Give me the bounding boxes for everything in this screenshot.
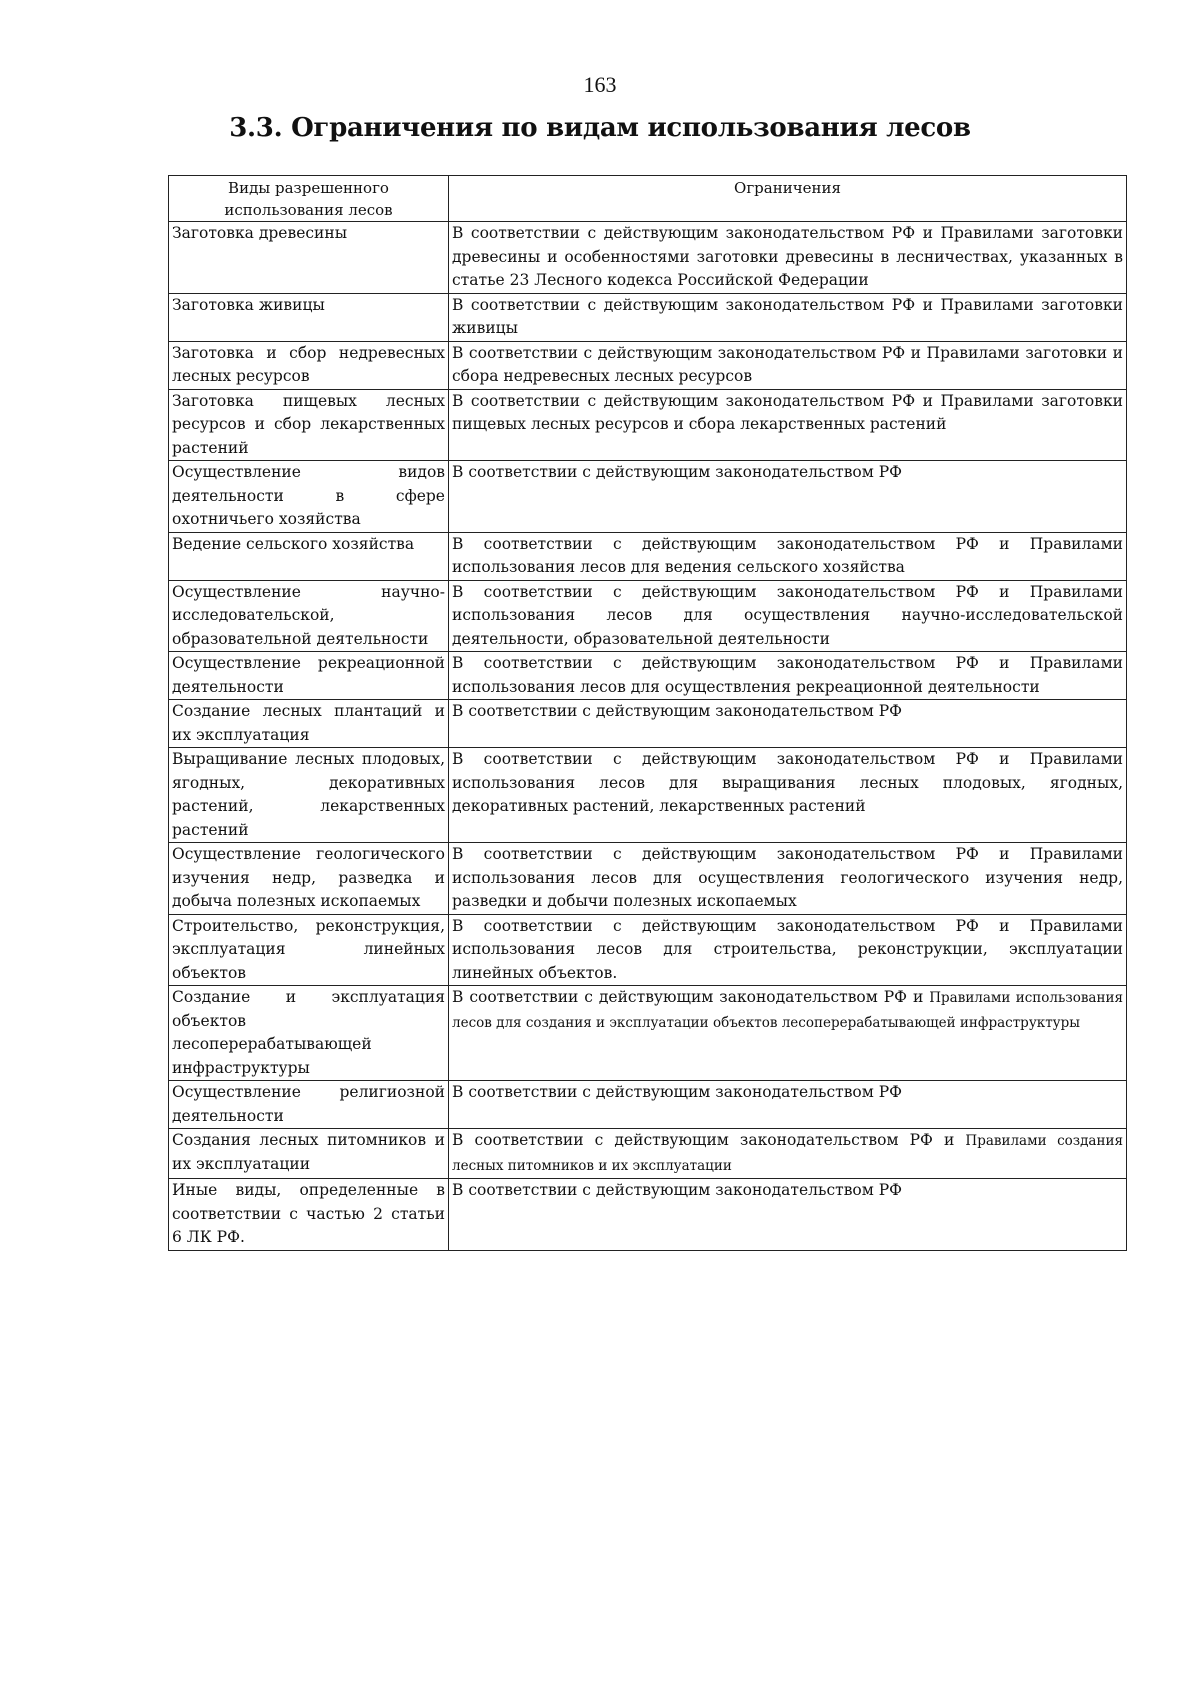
restriction-cell: В соответствии с действующим законодательством РФ и Правилами использования лесов для осуществления геологического изучения недр, разведки и добычи полезных ископаемых bbox=[449, 843, 1127, 915]
table-row bbox=[169, 580, 1127, 652]
table-row bbox=[169, 1081, 1127, 1129]
table-row bbox=[169, 700, 1127, 748]
use-type-cell: Заготовка древесины bbox=[169, 222, 449, 294]
restriction-text-small: Правилами использования лесов для создания и эксплуатации объектов лесоперерабатывающей инфраструктуры bbox=[452, 990, 1123, 1031]
column-header-use-type: Виды разрешенного использования лесов bbox=[169, 176, 449, 222]
table-row bbox=[169, 1129, 1127, 1179]
table-row bbox=[169, 748, 1127, 843]
use-type-cell: Создание и эксплуатация объектов лесоперерабатывающей инфраструктуры bbox=[169, 986, 449, 1081]
table-row bbox=[169, 341, 1127, 389]
use-type-cell: Осуществление геологического изучения недр, разведка и добыча полезных ископаемых bbox=[169, 843, 449, 915]
use-type-cell: Создание лесных плантаций и их эксплуатация bbox=[169, 700, 449, 748]
use-type-cell: Осуществление религиозной деятельности bbox=[169, 1081, 449, 1129]
restriction-cell bbox=[449, 986, 1127, 1081]
page-title: 3.3. Ограничения по видам использования лесов bbox=[229, 113, 971, 143]
restriction-cell: В соответствии с действующим законодательством РФ и Правилами заготовки пищевых лесных ресурсов и сбора лекарственных растений bbox=[449, 389, 1127, 461]
table-row bbox=[169, 843, 1127, 915]
table-row bbox=[169, 1179, 1127, 1251]
restriction-text: В соответствии с действующим законодательством РФ и bbox=[452, 988, 924, 1006]
restriction-cell: В соответствии с действующим законодательством РФ и Правилами заготовки живицы bbox=[449, 293, 1127, 341]
use-type-cell: Осуществление научно-исследовательской, образовательной деятельности bbox=[169, 580, 449, 652]
use-type-cell: Осуществление видов деятельности в сфере охотничьего хозяйства bbox=[169, 461, 449, 533]
column-header-restrictions: Ограничения bbox=[449, 176, 1127, 222]
restriction-cell: В соответствии с действующим законодательством РФ и Правилами использования лесов для осуществления научно-исследовательской деятельности, образовательной деятельности bbox=[449, 580, 1127, 652]
restrictions-table bbox=[168, 175, 1127, 1251]
use-type-cell: Заготовка пищевых лесных ресурсов и сбор лекарственных растений bbox=[169, 389, 449, 461]
use-type-cell: Заготовка и сбор недревесных лесных ресурсов bbox=[169, 341, 449, 389]
use-type-cell: Заготовка живицы bbox=[169, 293, 449, 341]
use-type-cell: Выращивание лесных плодовых, ягодных, декоративных растений, лекарственных растений bbox=[169, 748, 449, 843]
table-row bbox=[169, 461, 1127, 533]
restriction-cell: В соответствии с действующим законодательством РФ и Правилами использования лесов для ведения сельского хозяйства bbox=[449, 532, 1127, 580]
use-type-cell: Создания лесных питомников и их эксплуатации bbox=[169, 1129, 449, 1179]
restriction-text-small: Правилами создания лесных питомников и их эксплуатации bbox=[452, 1133, 1123, 1174]
page-number: 163 bbox=[583, 72, 617, 97]
table-row bbox=[169, 222, 1127, 294]
use-type-cell: Осуществление рекреационной деятельности bbox=[169, 652, 449, 700]
table-row bbox=[169, 986, 1127, 1081]
restriction-cell: В соответствии с действующим законодательством РФ и Правилами использования лесов для осуществления рекреационной деятельности bbox=[449, 652, 1127, 700]
use-type-cell: Строительство, реконструкция, эксплуатация линейных объектов bbox=[169, 914, 449, 986]
restriction-cell: В соответствии с действующим законодательством РФ и Правилами заготовки и сбора недревесных лесных ресурсов bbox=[449, 341, 1127, 389]
restriction-cell: В соответствии с действующим законодательством РФ bbox=[449, 700, 1127, 748]
restriction-cell: В соответствии с действующим законодательством РФ и Правилами использования лесов для выращивания лесных плодовых, ягодных, декоративных растений, лекарственных растений bbox=[449, 748, 1127, 843]
restriction-cell bbox=[449, 1129, 1127, 1179]
restriction-cell: В соответствии с действующим законодательством РФ bbox=[449, 461, 1127, 533]
restriction-text: В соответствии с действующим законодательством РФ и bbox=[452, 1131, 955, 1149]
use-type-cell: Ведение сельского хозяйства bbox=[169, 532, 449, 580]
table-row bbox=[169, 293, 1127, 341]
table-row bbox=[169, 652, 1127, 700]
table-row bbox=[169, 389, 1127, 461]
restriction-cell: В соответствии с действующим законодательством РФ bbox=[449, 1179, 1127, 1251]
restriction-cell: В соответствии с действующим законодательством РФ и Правилами заготовки древесины и особенностями заготовки древесины в лесничествах, указанных в статье 23 Лесного кодекса Российской Федерации bbox=[449, 222, 1127, 294]
use-type-cell: Иные виды, определенные в соответствии с частью 2 статьи 6 ЛК РФ. bbox=[169, 1179, 449, 1251]
table-row bbox=[169, 914, 1127, 986]
restriction-cell: В соответствии с действующим законодательством РФ bbox=[449, 1081, 1127, 1129]
restriction-cell: В соответствии с действующим законодательством РФ и Правилами использования лесов для строительства, реконструкции, эксплуатации линейных объектов. bbox=[449, 914, 1127, 986]
table-row bbox=[169, 532, 1127, 580]
table-header-row bbox=[169, 176, 1127, 222]
